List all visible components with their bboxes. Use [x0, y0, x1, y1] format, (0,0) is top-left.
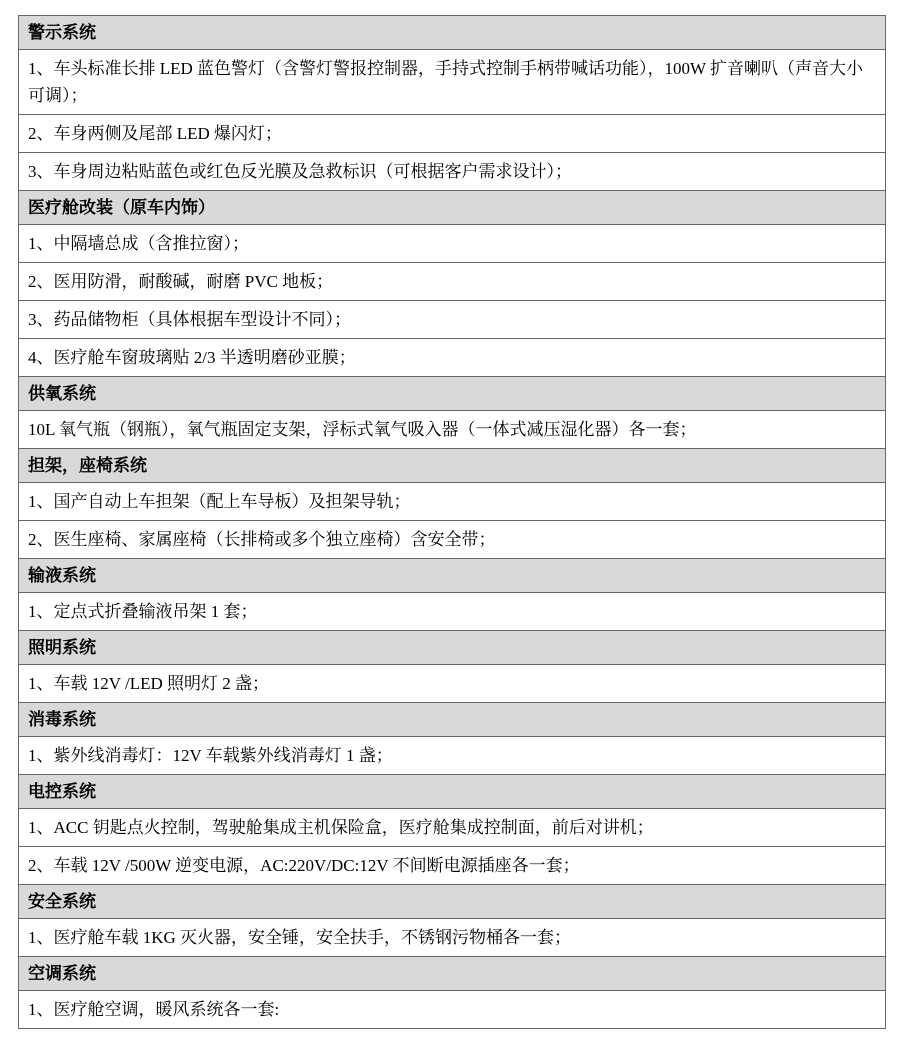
section-header-row — [19, 377, 885, 411]
spec-item-row — [19, 737, 885, 775]
section-header-row — [19, 885, 885, 919]
spec-item-row — [19, 521, 885, 559]
section-title: 消毒系统 — [28, 710, 96, 729]
spec-item-text: 2、车身两侧及尾部 LED 爆闪灯； — [28, 124, 283, 143]
spec-item-row — [19, 301, 885, 339]
spec-item-row — [19, 809, 885, 847]
spec-item-text: 4、医疗舱车窗玻璃贴 2/3 半透明磨砂亚膜； — [28, 348, 356, 367]
spec-item-row — [19, 153, 885, 191]
section-title: 安全系统 — [28, 892, 96, 911]
spec-item-text: 1、定点式折叠输液吊架 1 套； — [28, 602, 258, 621]
section-title: 电控系统 — [28, 782, 96, 801]
section-header-row — [19, 16, 885, 50]
spec-item-text: 1、中隔墙总成（含推拉窗）； — [28, 234, 249, 253]
spec-item-text: 2、医用防滑，耐酸碱，耐磨 PVC 地板； — [28, 272, 334, 291]
spec-item-text: 1、医疗舱空调，暖风系统各一套: — [28, 1000, 280, 1019]
section-header-row — [19, 449, 885, 483]
section-title: 担架，座椅系统 — [28, 456, 147, 475]
spec-item-row — [19, 115, 885, 153]
spec-item-row — [19, 263, 885, 301]
spec-item-row — [19, 847, 885, 885]
spec-item-text: 1、国产自动上车担架（配上车导板）及担架导轨； — [28, 492, 411, 511]
spec-item-row — [19, 919, 885, 957]
section-title: 医疗舱改装（原车内饰） — [28, 198, 215, 217]
spec-item-text: 3、药品储物柜（具体根据车型设计不同）； — [28, 310, 351, 329]
section-title: 警示系统 — [28, 23, 96, 42]
spec-item-row — [19, 225, 885, 263]
section-header-row — [19, 957, 885, 991]
spec-item-text: 3、车身周边粘贴蓝色或红色反光膜及急救标识（可根据客户需求设计）； — [28, 162, 572, 181]
spec-item-text: 2、车载 12V /500W 逆变电源，AC:220V/DC:12V 不间断电源插座各一套； — [28, 856, 580, 875]
spec-item-text: 2、医生座椅、家属座椅（长排椅或多个独立座椅）含安全带； — [28, 530, 496, 549]
spec-item-row — [19, 339, 885, 377]
spec-item-row — [19, 665, 885, 703]
section-title: 照明系统 — [28, 638, 96, 657]
spec-item-row — [19, 411, 885, 449]
spec-item-text: 1、车载 12V /LED 照明灯 2 盏； — [28, 674, 269, 693]
spec-item-row — [19, 483, 885, 521]
spec-item-text: 1、ACC 钥匙点火控制，驾驶舱集成主机保险盒，医疗舱集成控制面，前后对讲机； — [28, 818, 654, 837]
section-title: 空调系统 — [28, 964, 96, 983]
section-title: 供氧系统 — [28, 384, 96, 403]
spec-item-text: 1、车头标准长排 LED 蓝色警灯（含警灯警报控制器，手持式控制手柄带喊话功能），100W 扩音喇叭（声音大小可调）； — [28, 59, 864, 105]
spec-item-row — [19, 991, 885, 1029]
section-header-row — [19, 191, 885, 225]
spec-item-text: 1、紫外线消毒灯：12V 车载紫外线消毒灯 1 盏； — [28, 746, 393, 765]
section-header-row — [19, 631, 885, 665]
section-header-row — [19, 703, 885, 737]
section-header-row — [19, 559, 885, 593]
spec-item-row — [19, 593, 885, 631]
spec-item-text: 10L 氧气瓶（钢瓶），氧气瓶固定支架，浮标式氧气吸入器（一体式减压湿化器）各一套； — [28, 420, 697, 439]
spec-table — [18, 15, 886, 1029]
section-header-row — [19, 775, 885, 809]
spec-item-row — [19, 50, 885, 115]
spec-item-text: 1、医疗舱车载 1KG 灭火器，安全锤，安全扶手，不锈钢污物桶各一套； — [28, 928, 572, 947]
section-title: 输液系统 — [28, 566, 96, 585]
